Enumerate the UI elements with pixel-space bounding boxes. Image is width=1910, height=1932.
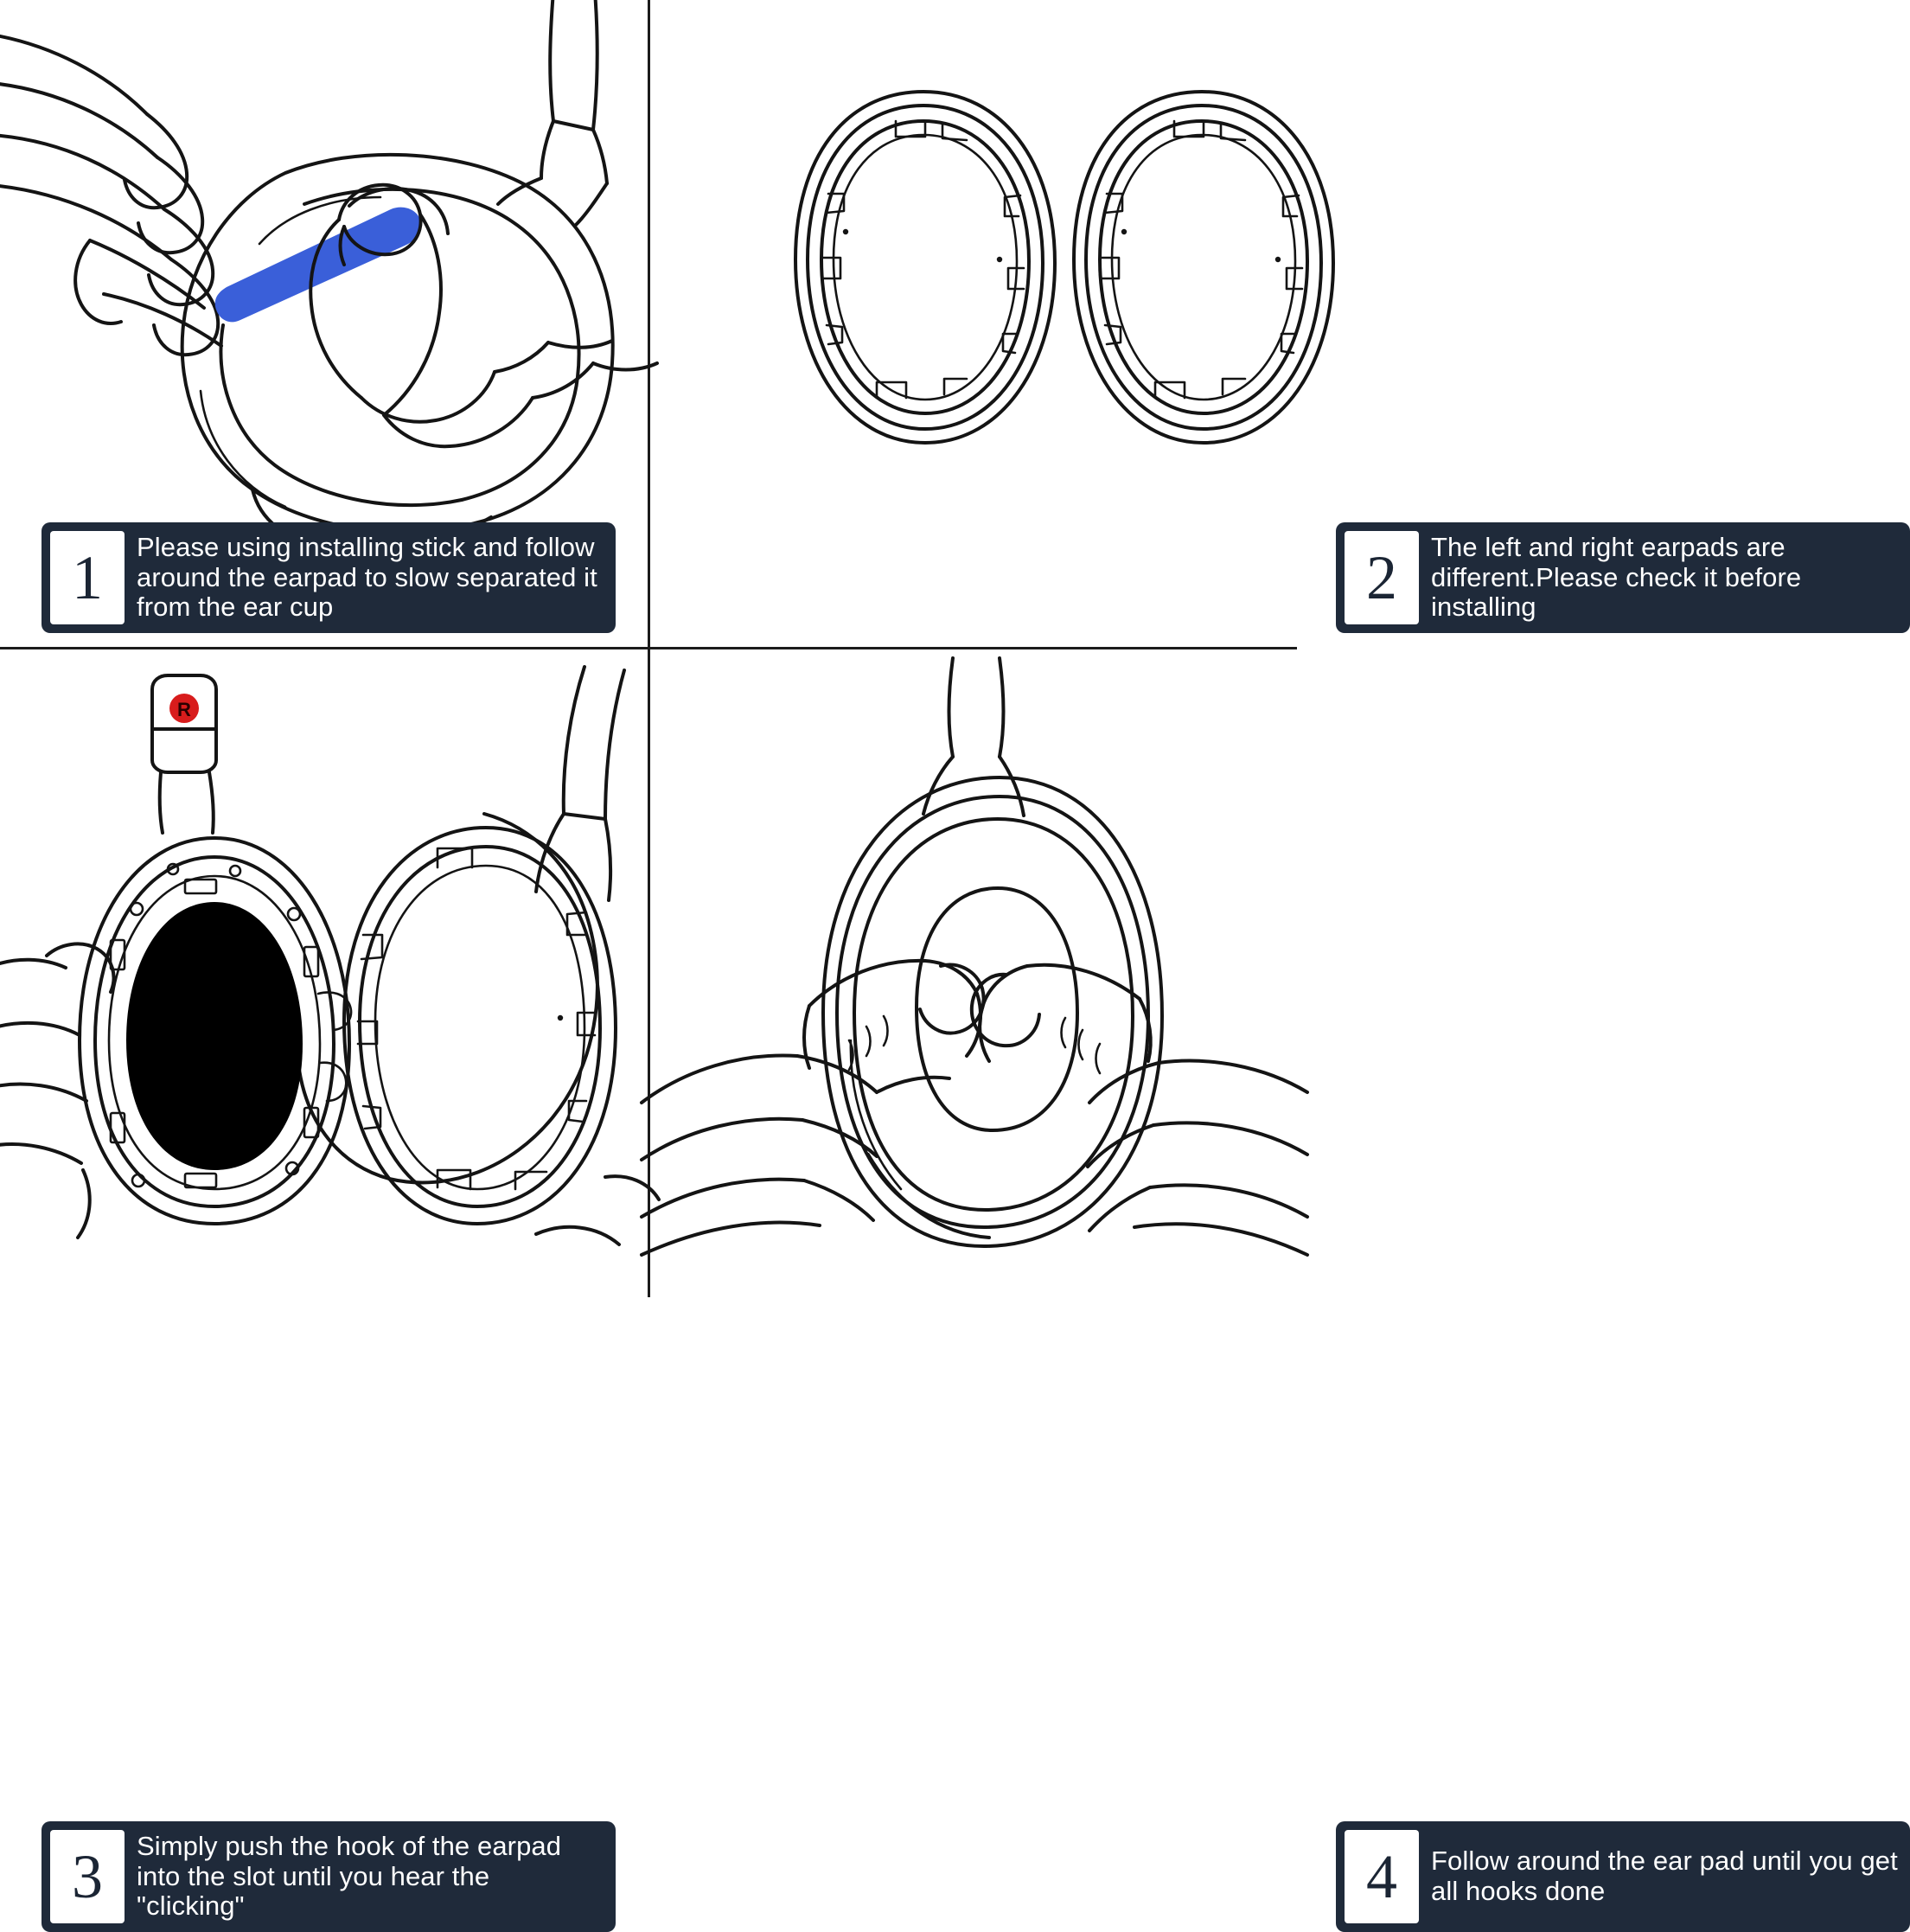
panel-step-3 xyxy=(0,649,648,1922)
step-text-1: Please using installing stick and follow around the earpad to slow separated it from the ear cup xyxy=(137,531,597,623)
step-number-4: 4 xyxy=(1345,1830,1419,1923)
step-text-4: Follow around the ear pad until you get all hooks done xyxy=(1431,1846,1898,1906)
panel-step-2 xyxy=(650,0,1802,647)
step-number-2: 2 xyxy=(1345,531,1419,624)
caption-step-3 xyxy=(42,1821,616,1932)
caption-step-2 xyxy=(1336,522,1910,633)
illustration-left-and-right-earpad-rings xyxy=(650,0,1298,647)
step-text-3: Simply push the hook of the earpad into the slot until you hear the "clicking" xyxy=(137,1830,562,1922)
illustration-press-earpad-around xyxy=(650,649,1298,1296)
step-number-3: 3 xyxy=(50,1830,125,1923)
earpad-ring-left xyxy=(795,92,1055,443)
illustration-push-hook-into-slot xyxy=(0,649,648,1296)
panel-step-1 xyxy=(0,0,648,647)
caption-step-1 xyxy=(42,522,616,633)
caption-step-4 xyxy=(1336,1821,1910,1932)
step-number-1: 1 xyxy=(50,531,125,624)
panel-step-4 xyxy=(650,649,1898,1911)
r-marker-label: R xyxy=(177,699,191,720)
step-text-2: The left and right earpads are different.Please check it before installing xyxy=(1431,531,1802,623)
earpad-ring-right xyxy=(1074,92,1333,443)
